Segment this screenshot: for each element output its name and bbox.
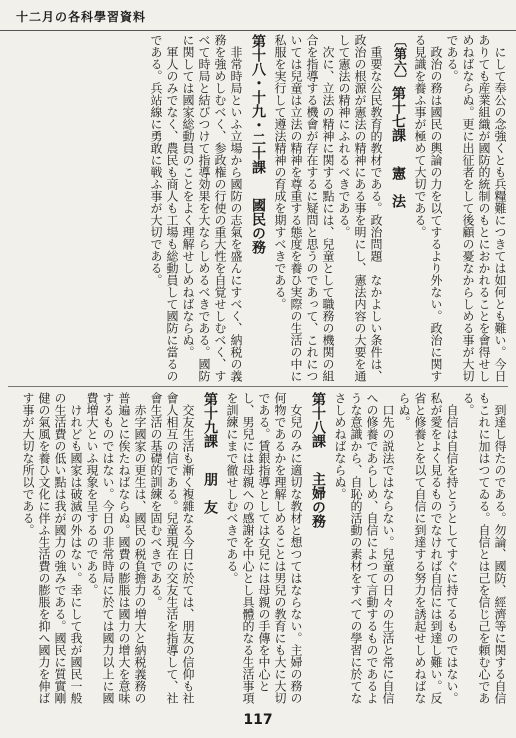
body-paragraph: 軍人のみでなく、農民も商人も工場も総動員して國防に當るのである。兵站線に勇敢に戦ふ事が大切である。 bbox=[149, 34, 179, 382]
body-paragraph: 女兒のみに適切な教材と想つてはならない。主婦の務の何物であるかを理解しめることは男兒の教育にも大に大切である。賃銀指導としては女兒には母親の手傳を中心とし、男兒には母親への感謝を中心とし具體的なる生活事項を訓練にまで徹せしむべきである。 bbox=[225, 392, 303, 704]
body-paragraph: 重要な公民教育的教材である。政治問題 なかよしい条件は、政治の根源が憲法の精神にある事を明にし、憲法内容の大要を通して憲法の精神にふれるべきである。 bbox=[337, 34, 383, 382]
lower-tier bbox=[8, 392, 508, 704]
body-paragraph: 到達し得たのである。勿論、國防、經濟等に関する自信もこれに加はつてゐる。自信とは己を信じ己を頼む心である。 bbox=[461, 392, 507, 704]
lesson-heading bbox=[202, 392, 218, 704]
header-rule bbox=[0, 30, 516, 31]
body-paragraph: 赤字國家の更生は、國民の税負擔力の増大と納税義務の普遍とに俟たねばならぬ。國費の膨脹は國力の增大を意味するものではない。今日の非常時局に於ては國力以上に國費増大といふ現象を呈するのである。 bbox=[85, 392, 147, 704]
lesson-number: 第十九課 bbox=[202, 392, 218, 448]
upper-tier bbox=[8, 34, 508, 384]
lesson-name: 朋 友 bbox=[202, 458, 218, 514]
lesson-number: 第十七課 bbox=[390, 86, 406, 142]
lesson-number: 第十八・十九・二十課 bbox=[250, 34, 266, 174]
body-paragraph: 次に、立法の精神に関する點には、兒童として職務の機関の組合を指導する機會が存在するに疑問と思うのであって、これについては兒童は立法の精神を尊重する態度を養ひ実際の生活の中に私服を実行して遵法精神の育成を期すべきである。 bbox=[273, 34, 335, 382]
body-paragraph: けれども國家は破滅の外はない。幸にして我が國民一般の生活費の低い點は我が國力の強みである。國民に質實剛健の氣風を養ひ文化に伴ふ生活費の膨脹を抑へ國力を伸ばす事が大切な所以である。 bbox=[21, 392, 83, 704]
body-paragraph: 政治の務は國民の輿論の力を以てするより外ない。政治に関する見識を養ふ事が極めて大切である。 bbox=[413, 34, 443, 382]
body-paragraph: 交友生活も漸く複雜なる今日に於ては、朋友の信仰も社會人相互の信である。兒童現在の交友生活を指導して、社會生活の基礎的訓練を固むべきである。 bbox=[149, 392, 195, 704]
lesson-name: 憲 法 bbox=[390, 152, 406, 208]
lesson-heading bbox=[310, 392, 326, 704]
lesson-tag: 〔第六〕 bbox=[391, 34, 406, 86]
lesson-heading bbox=[250, 34, 266, 384]
lesson-name: 國民の務 bbox=[250, 184, 266, 254]
body-paragraph: にして奉公の念強くとも兵糧難につきては如何とも難い。今日ありても産業組織が國防的統制のもとにおかれることを會得せしめねばならぬ。更に出征者をして後顧の憂なからしめる事が大切である。 bbox=[445, 34, 507, 382]
body-paragraph: 非常時局といふ立場から國防の志氣を盛んにすべく、納税の義務を強めしむべく、参政権の行使の重大性を自覚せしむべく、すべて時局と結びつけて指導効果を大ならしめるべきである。國防に関しては國家総動員のことをよく理解せしめねばならぬ。 bbox=[181, 34, 243, 382]
lesson-number: 第十八課 bbox=[310, 392, 326, 448]
tier-divider bbox=[8, 386, 508, 387]
page-number: 117 bbox=[243, 712, 273, 728]
lesson-name: 主婦の務 bbox=[310, 458, 326, 528]
lesson-heading bbox=[390, 34, 406, 384]
body-paragraph: 口先の説法ではならない。兒童の日々の生活と常に自信への修養であらしめ、自信によつて言動するものであるような意識から、自恥的活動の素材をすべての學習に於てなさしめねばならぬ。 bbox=[333, 392, 395, 704]
running-head: 十二月の各科學習資料 bbox=[16, 10, 147, 24]
body-paragraph: 自信は自信を持とうとしてすぐに持てるものではない。私が愛をよく見るものでなければ自信には到達し難い。反省と修養とを以て自信に到達する努力を誘起せしめねばならぬ。 bbox=[397, 392, 459, 704]
